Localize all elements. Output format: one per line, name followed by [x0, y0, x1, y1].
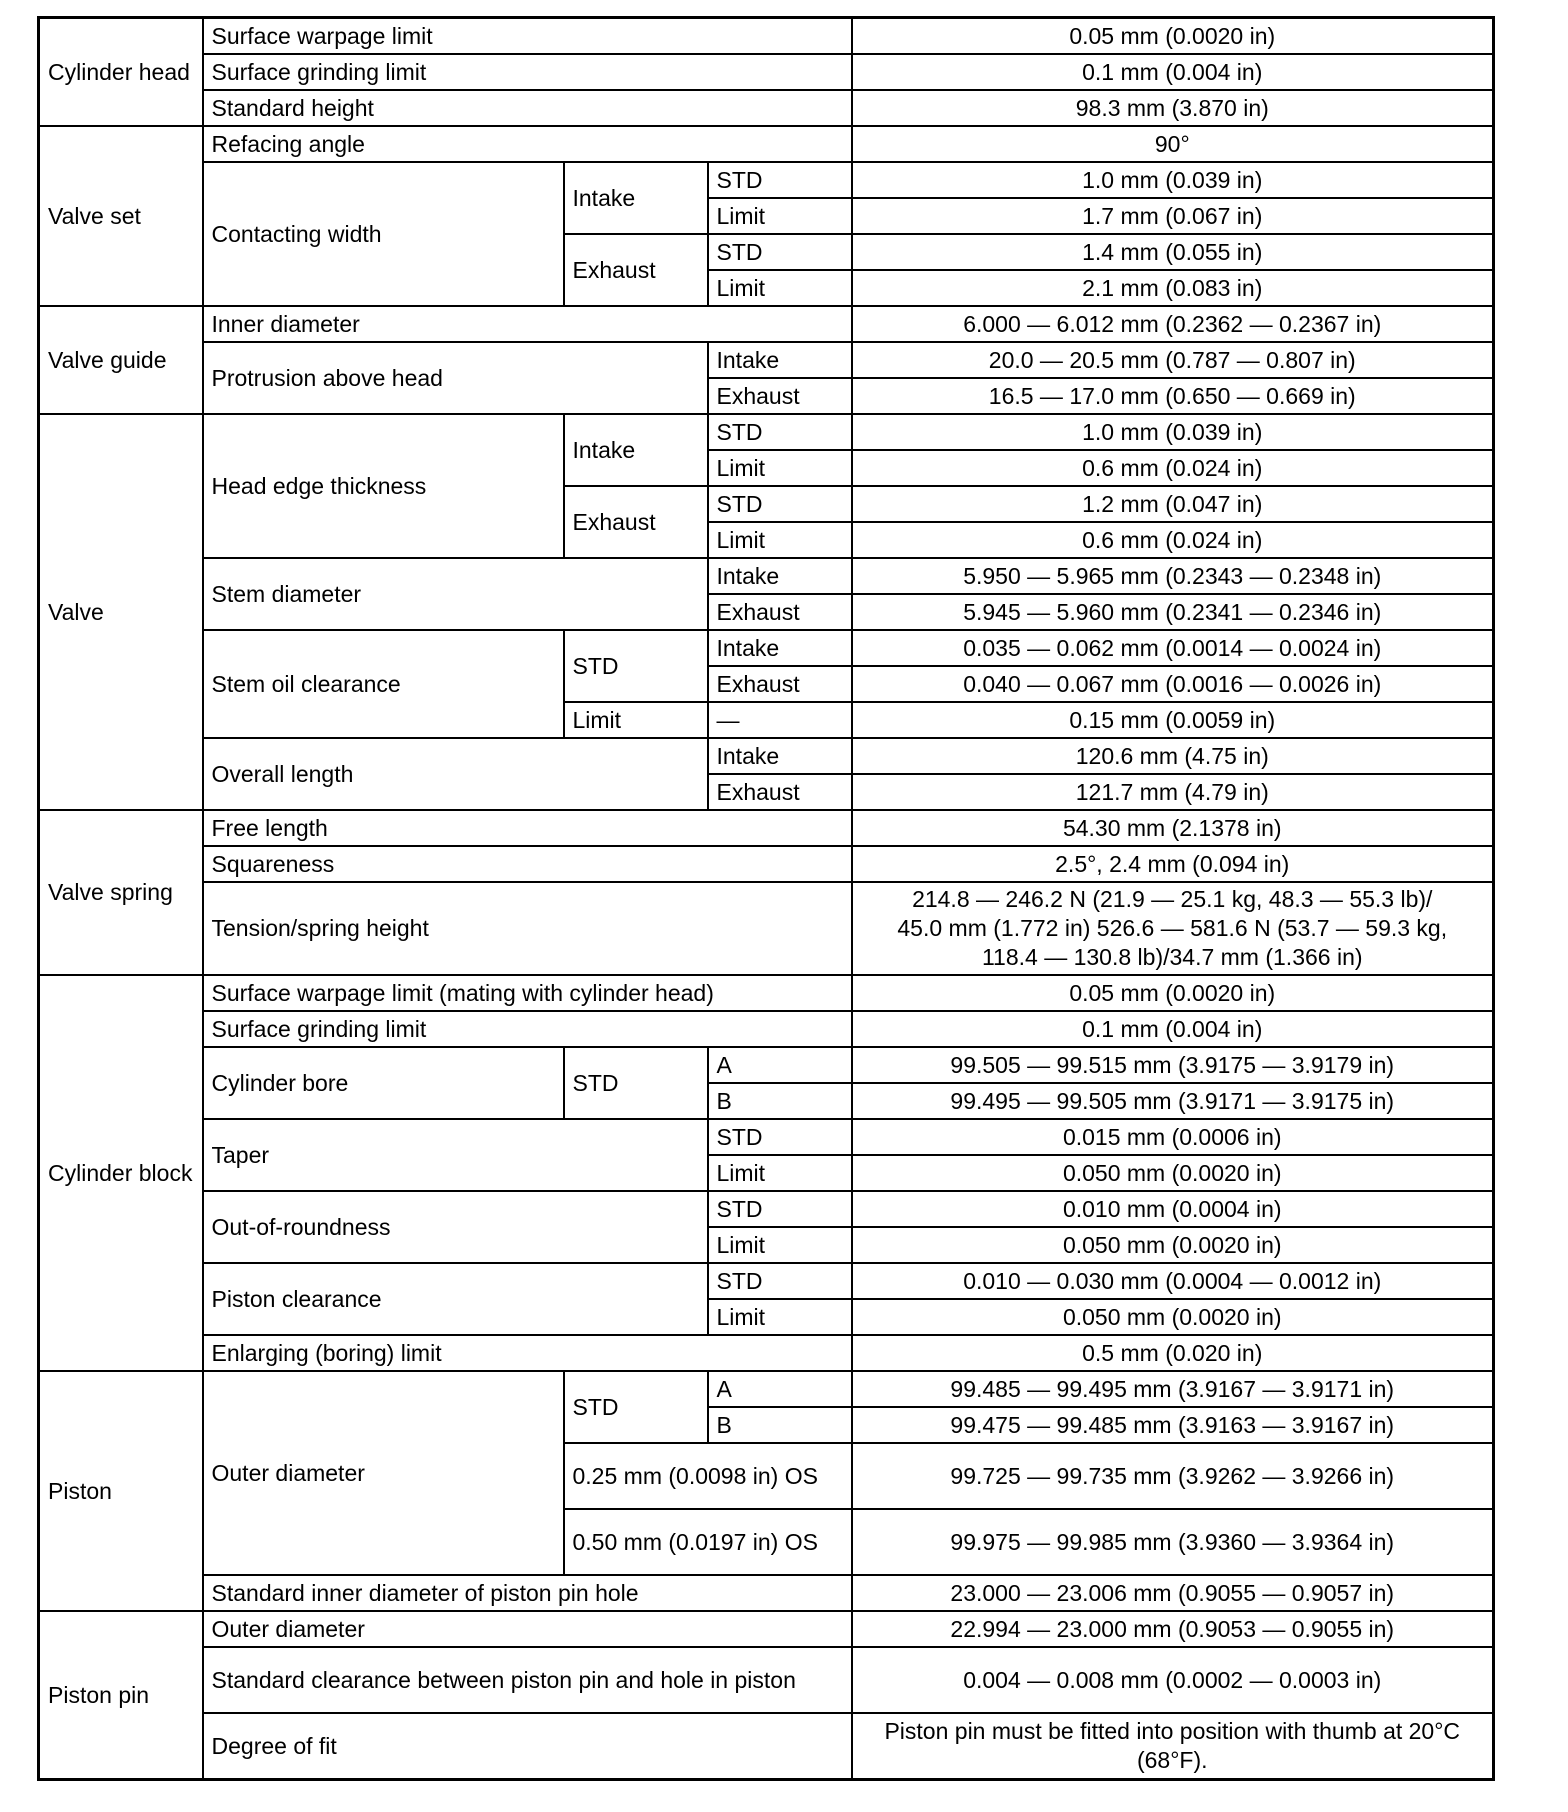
qualifier-label: STD: [708, 234, 852, 270]
group-valve-guide: Valve guide: [39, 306, 203, 414]
table-row: [39, 1713, 1494, 1780]
value-line: 118.4 — 130.8 lb)/34.7 mm (1.366 in): [981, 944, 1363, 970]
item-label: Surface warpage limit (mating with cylinder head): [203, 975, 852, 1011]
item-value: 99.725 — 99.735 mm (3.9262 — 3.9266 in): [852, 1443, 1494, 1509]
item-value: 99.485 — 99.495 mm (3.9167 — 3.9171 in): [852, 1371, 1494, 1407]
group-piston-pin: Piston pin: [39, 1611, 203, 1780]
item-label: Stem oil clearance: [203, 630, 564, 738]
item-label: Overall length: [203, 738, 708, 810]
group-cylinder-block: Cylinder block: [39, 975, 203, 1371]
item-label: Surface warpage limit: [203, 18, 852, 55]
sub-label: Exhaust: [564, 486, 708, 558]
qualifier-label: Intake: [708, 630, 852, 666]
table-row: [39, 1263, 1494, 1299]
value-line: 45.0 mm (1.772 in) 526.6 — 581.6 N (53.7 — 59.3 kg,: [897, 915, 1448, 941]
group-piston: Piston: [39, 1371, 203, 1611]
qualifier-label: Limit: [708, 1155, 852, 1191]
item-value: 54.30 mm (2.1378 in): [852, 810, 1494, 846]
item-value: 2.1 mm (0.083 in): [852, 270, 1494, 306]
item-value: 98.3 mm (3.870 in): [852, 90, 1494, 126]
table-row: [39, 126, 1494, 162]
item-label: Taper: [203, 1119, 708, 1191]
qualifier-label: Limit: [708, 198, 852, 234]
qualifier-label: Limit: [708, 1299, 852, 1335]
qualifier-label: Exhaust: [708, 666, 852, 702]
qualifier-label: —: [708, 702, 852, 738]
item-value: 0.6 mm (0.024 in): [852, 450, 1494, 486]
table-row: [39, 54, 1494, 90]
qualifier-label: Limit: [708, 522, 852, 558]
item-value: Piston pin must be fitted into position with thumb at 20°C (68°F).: [852, 1713, 1494, 1780]
table-row: [39, 1011, 1494, 1047]
qualifier-label: STD: [708, 1191, 852, 1227]
item-label: Free length: [203, 810, 852, 846]
item-label: Protrusion above head: [203, 342, 708, 414]
item-label: Outer diameter: [203, 1371, 564, 1575]
table-row: [39, 306, 1494, 342]
item-label: Cylinder bore: [203, 1047, 564, 1119]
table-row: [39, 1611, 1494, 1647]
item-label: Surface grinding limit: [203, 1011, 852, 1047]
sub-label: STD: [564, 630, 708, 702]
table-row: [39, 882, 1494, 975]
table-row: [39, 342, 1494, 378]
sub-label: Exhaust: [564, 234, 708, 306]
table-row: [39, 738, 1494, 774]
item-value: 0.05 mm (0.0020 in): [852, 18, 1494, 55]
qualifier-label: Limit: [708, 270, 852, 306]
qualifier-label: Intake: [708, 558, 852, 594]
sub-label: 0.50 mm (0.0197 in) OS: [564, 1509, 852, 1575]
item-label: Standard clearance between piston pin and hole in piston: [203, 1647, 852, 1713]
group-valve-spring: Valve spring: [39, 810, 203, 975]
table-row: [39, 975, 1494, 1011]
table-row: [39, 18, 1494, 55]
item-label: Degree of fit: [203, 1713, 852, 1780]
sub-label: Limit: [564, 702, 708, 738]
item-value: 1.7 mm (0.067 in): [852, 198, 1494, 234]
item-value: 90°: [852, 126, 1494, 162]
item-value: 121.7 mm (4.79 in): [852, 774, 1494, 810]
qualifier-label: Exhaust: [708, 774, 852, 810]
item-value: 6.000 — 6.012 mm (0.2362 — 0.2367 in): [852, 306, 1494, 342]
table-row: [39, 1371, 1494, 1407]
table-row: [39, 90, 1494, 126]
qualifier-label: STD: [708, 1119, 852, 1155]
item-value: 1.0 mm (0.039 in): [852, 414, 1494, 450]
item-value: 0.1 mm (0.004 in): [852, 1011, 1494, 1047]
item-label: Surface grinding limit: [203, 54, 852, 90]
sub-label: 0.25 mm (0.0098 in) OS: [564, 1443, 852, 1509]
item-label: Tension/spring height: [203, 882, 852, 975]
group-valve: Valve: [39, 414, 203, 810]
item-value: 22.994 — 23.000 mm (0.9053 — 0.9055 in): [852, 1611, 1494, 1647]
item-value: 0.010 — 0.030 mm (0.0004 — 0.0012 in): [852, 1263, 1494, 1299]
item-value: 1.2 mm (0.047 in): [852, 486, 1494, 522]
item-label: Stem diameter: [203, 558, 708, 630]
table-row: [39, 1575, 1494, 1611]
item-value: 0.010 mm (0.0004 in): [852, 1191, 1494, 1227]
item-value: 1.0 mm (0.039 in): [852, 162, 1494, 198]
item-value: 1.4 mm (0.055 in): [852, 234, 1494, 270]
item-value: 5.950 — 5.965 mm (0.2343 — 0.2348 in): [852, 558, 1494, 594]
item-label: Contacting width: [203, 162, 564, 306]
item-value: 0.6 mm (0.024 in): [852, 522, 1494, 558]
item-value: 99.495 — 99.505 mm (3.9171 — 3.9175 in): [852, 1083, 1494, 1119]
qualifier-label: B: [708, 1083, 852, 1119]
item-label: Standard inner diameter of piston pin hole: [203, 1575, 852, 1611]
item-label: Outer diameter: [203, 1611, 852, 1647]
sub-label: Intake: [564, 414, 708, 486]
specification-table: [37, 16, 1495, 1781]
table-row: [39, 630, 1494, 666]
item-label: Out-of-roundness: [203, 1191, 708, 1263]
item-value: 99.505 — 99.515 mm (3.9175 — 3.9179 in): [852, 1047, 1494, 1083]
qualifier-label: STD: [708, 414, 852, 450]
table-row: [39, 162, 1494, 198]
sub-label: STD: [564, 1047, 708, 1119]
qualifier-label: Intake: [708, 738, 852, 774]
item-value: 0.050 mm (0.0020 in): [852, 1299, 1494, 1335]
item-label: Enlarging (boring) limit: [203, 1335, 852, 1371]
qualifier-label: B: [708, 1407, 852, 1443]
qualifier-label: STD: [708, 162, 852, 198]
item-value: 0.050 mm (0.0020 in): [852, 1227, 1494, 1263]
qualifier-label: Limit: [708, 450, 852, 486]
qualifier-label: Intake: [708, 342, 852, 378]
item-value: 2.5°, 2.4 mm (0.094 in): [852, 846, 1494, 882]
item-label: Head edge thickness: [203, 414, 564, 558]
sub-label: STD: [564, 1371, 708, 1443]
item-value: 0.040 — 0.067 mm (0.0016 — 0.0026 in): [852, 666, 1494, 702]
item-value: 0.035 — 0.062 mm (0.0014 — 0.0024 in): [852, 630, 1494, 666]
group-valve-seat: Valve set: [39, 126, 203, 306]
item-value: 5.945 — 5.960 mm (0.2341 — 0.2346 in): [852, 594, 1494, 630]
item-value: 0.015 mm (0.0006 in): [852, 1119, 1494, 1155]
sub-label: Intake: [564, 162, 708, 234]
item-label: Squareness: [203, 846, 852, 882]
item-label: Standard height: [203, 90, 852, 126]
value-line: 214.8 — 246.2 N (21.9 — 25.1 kg, 48.3 — 55.3 lb)/: [912, 886, 1433, 912]
qualifier-label: Limit: [708, 1227, 852, 1263]
qualifier-label: STD: [708, 1263, 852, 1299]
table-row: [39, 1191, 1494, 1227]
table-row: [39, 1119, 1494, 1155]
item-value: [852, 882, 1494, 975]
table-row: [39, 846, 1494, 882]
item-value: 0.1 mm (0.004 in): [852, 54, 1494, 90]
qualifier-label: A: [708, 1047, 852, 1083]
item-value: 20.0 — 20.5 mm (0.787 — 0.807 in): [852, 342, 1494, 378]
item-value: 120.6 mm (4.75 in): [852, 738, 1494, 774]
table-row: [39, 558, 1494, 594]
table-row: [39, 414, 1494, 450]
qualifier-label: A: [708, 1371, 852, 1407]
item-value: 0.050 mm (0.0020 in): [852, 1155, 1494, 1191]
item-value: 0.5 mm (0.020 in): [852, 1335, 1494, 1371]
item-label: Inner diameter: [203, 306, 852, 342]
qualifier-label: Exhaust: [708, 594, 852, 630]
item-label: Piston clearance: [203, 1263, 708, 1335]
table-row: [39, 1335, 1494, 1371]
item-value: 0.15 mm (0.0059 in): [852, 702, 1494, 738]
item-value: 0.004 — 0.008 mm (0.0002 — 0.0003 in): [852, 1647, 1494, 1713]
item-value: 23.000 — 23.006 mm (0.9055 — 0.9057 in): [852, 1575, 1494, 1611]
table-row: [39, 810, 1494, 846]
group-cylinder-head: Cylinder head: [39, 18, 203, 127]
item-value: 99.975 — 99.985 mm (3.9360 — 3.9364 in): [852, 1509, 1494, 1575]
qualifier-label: STD: [708, 486, 852, 522]
item-value: 99.475 — 99.485 mm (3.9163 — 3.9167 in): [852, 1407, 1494, 1443]
item-value: 0.05 mm (0.0020 in): [852, 975, 1494, 1011]
item-label: Refacing angle: [203, 126, 852, 162]
item-value: 16.5 — 17.0 mm (0.650 — 0.669 in): [852, 378, 1494, 414]
table-row: [39, 1647, 1494, 1713]
table-row: [39, 1047, 1494, 1083]
qualifier-label: Exhaust: [708, 378, 852, 414]
